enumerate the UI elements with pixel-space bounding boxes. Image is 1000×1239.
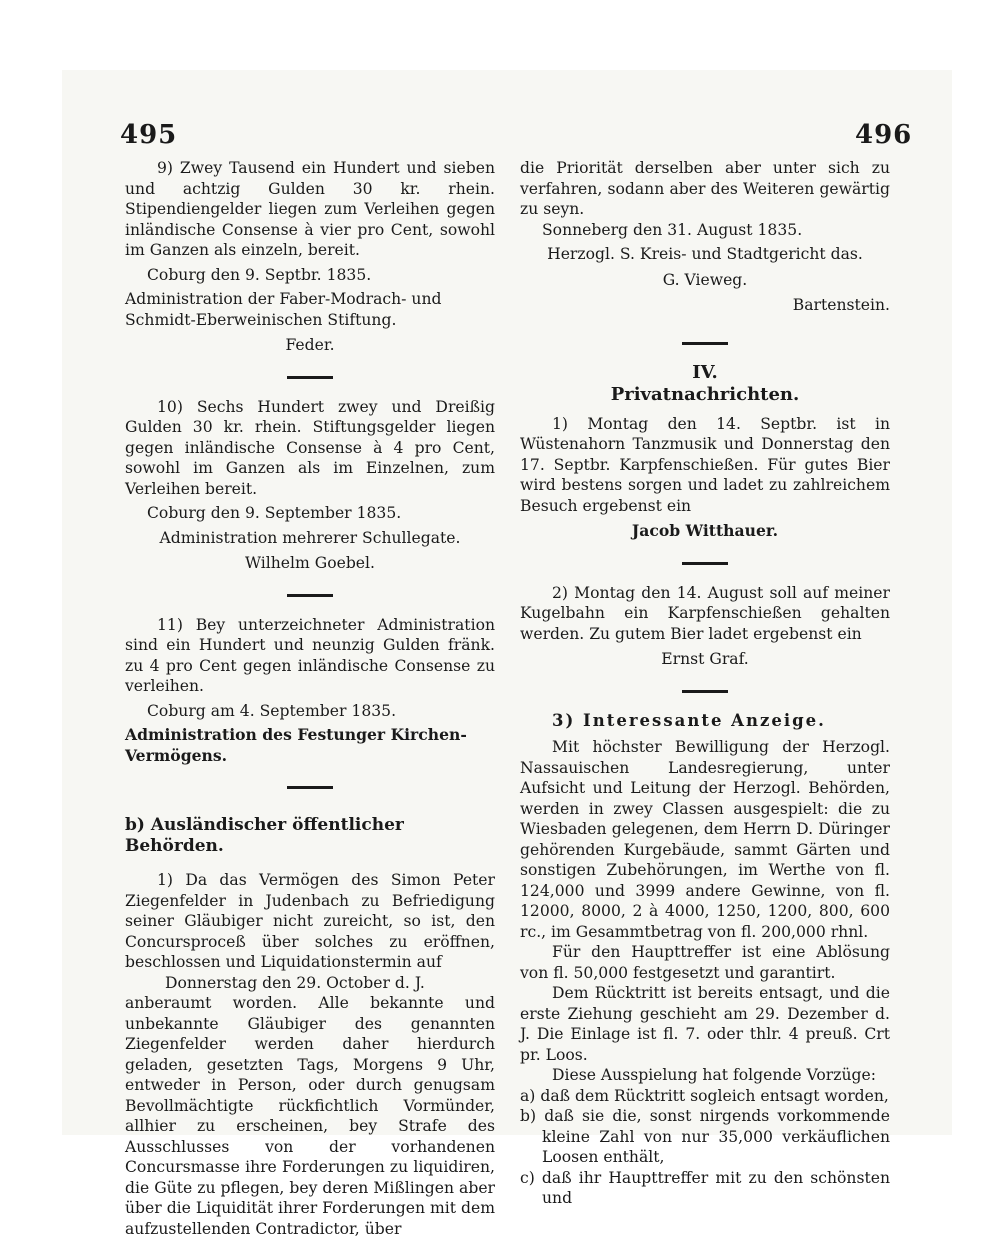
notice-text: 11) Bey unterzeichneter Administration sind ein Hundert und neunzig Gulden fränk. zu 4 pro Cent gegen inländische Consense zu verleihen. (125, 615, 495, 695)
separator (125, 594, 495, 597)
separator (125, 376, 495, 379)
notice-signer: Jacob Witthauer. (631, 521, 779, 540)
list-item: c) daß ihr Haupttreffer mit zu den schönsten und (520, 1168, 890, 1207)
notice-heading: 3) Interessante Anzeige. (552, 710, 826, 730)
private-notice-3 (520, 711, 890, 1209)
separator (520, 690, 890, 693)
advantages-list (520, 1086, 890, 1209)
notice-date: Coburg am 4. September 1835. (147, 701, 397, 720)
page-number-left: 495 (120, 120, 178, 150)
notice-date: Sonneberg den 31. August 1835. (542, 220, 803, 239)
section-title-iv: Privatnachrichten. (610, 384, 800, 405)
private-notice-2 (520, 583, 890, 670)
notice-b-1 (125, 870, 495, 1239)
notice-continuation (520, 158, 890, 316)
notice-signer: Wilhelm Goebel. (245, 554, 375, 572)
notice-administration: Administration des Festunger Kirchen-Vermögens. (125, 725, 467, 765)
notice-text: 1) Da das Vermögen des Simon Peter Ziegenfelder in Judenbach zu Befriedigung seiner Gläubiger nicht zureicht, so ist, den Concursproceß über solches zu eröffnen, beschlossen und Liquidationstermin auf (125, 871, 495, 971)
section-heading-b: b) Ausländischer öffentlicher Behörden. (125, 815, 404, 856)
notice-court: Herzogl. S. Kreis- und Stadtgericht das. (547, 245, 863, 263)
section-number-iv: IV. (692, 361, 718, 383)
notice-item-9 (125, 158, 495, 356)
page-number-right: 496 (855, 120, 913, 150)
notice-text: 2) Montag den 14. August soll auf meiner Kugelbahn ein Karpfenschießen gehalten werden. Zu gutem Bier ladet ergebenst ein (520, 583, 890, 643)
private-notice-1 (520, 414, 890, 542)
notice-signer: Ernst Graf. (661, 650, 749, 668)
notice-date-line: Donnerstag den 29. October d. J. (165, 973, 425, 992)
list-item: a) daß dem Rücktritt sogleich entsagt worden, (520, 1086, 889, 1105)
notice-administration: Administration der Faber-Modrach- und Schmidt-Eberweinischen Stiftung. (125, 290, 442, 329)
list-item: b) daß sie die, sonst nirgends vorkommende kleine Zahl von nur 35,000 verkäuflichen Loosen enthält, (520, 1107, 890, 1166)
notice-item-10 (125, 397, 495, 574)
notice-text: Für den Haupttreffer ist eine Ablösung von fl. 50,000 festgesetzt und garantirt. (520, 943, 890, 982)
notice-text: Diese Ausspielung hat folgende Vorzüge: (552, 1066, 876, 1084)
notice-text: die Priorität derselben aber unter sich zu verfahren, sodann aber des Weiteren gewärtig zu seyn. (520, 159, 890, 218)
notice-text: 9) Zwey Tausend ein Hundert und sieben und achtzig Gulden 30 kr. rhein. Stipendiengelder liegen zum Verleihen gegen inländische Consense à vier pro Cent, sowohl im Ganzen als einzeln, bereit. (125, 159, 495, 259)
notice-date: Coburg den 9. September 1835. (147, 504, 402, 522)
notice-text-continued: anberaumt worden. Alle bekannte und unbekannte Gläubiger des genannten Ziegenfelder werden daher hierdurch geladen, gesetzten Tags, Morgens 9 Uhr, entweder in Person, oder durch genugsam Bevollmächtigte rückfichtlich Vormünder, allhier zu erscheinen, bey Strafe des Ausschlusses von der vorhandenen Concursmasse ihre Forderungen zu liquidiren, die Güte zu pflegen, bey deren Mißlingen aber über die Liquidität ihrer Forderungen mit dem aufzustellenden Contradictor, über (125, 994, 495, 1238)
notice-text: 1) Montag den 14. Septbr. ist in Wüstenahorn Tanzmusik und Donnerstag den 17. Septbr. Karpfenschießen. Für gutes Bier wird bestens sorgen und ladet zu zahlreichem Besuch ergebenst ein (520, 414, 890, 515)
notice-text: Dem Rücktritt ist bereits entsagt, und die erste Ziehung geschieht am 29. Dezember d. J. Die Einlage ist fl. 7. oder thlr. 4 preuß. Crt pr. Loos. (520, 984, 890, 1064)
notice-date: Coburg den 9. Septbr. 1835. (147, 265, 372, 284)
separator (520, 562, 890, 565)
notice-signer: Feder. (285, 336, 335, 354)
notice-item-11 (125, 615, 495, 767)
notice-administration: Administration mehrerer Schullegate. (159, 528, 461, 547)
notice-signer: G. Vieweg. (662, 270, 748, 289)
notice-signer: Bartenstein. (792, 296, 890, 314)
notice-text: Mit höchster Bewilligung der Herzogl. Nassauischen Landesregierung, unter Aufsicht und Leitung der Herzogl. Behörden, werden in zwey Classen ausgespielt: die zu Wiesbaden gelegenen, dem Herrn D. Düringer gehörenden Kurgebäude, sammt Gärten und sonstigen Zubehörungen, im Werthe von fl. 124,000 und 3999 andere Gewinne, von fl. 12000, 8000, 2 à 4000, 1250, 1200, 800, 600 rc., im Gesammtbetrag von fl. 200,000 rhnl. (520, 738, 890, 941)
separator (520, 342, 890, 345)
separator (125, 786, 495, 789)
right-column (520, 158, 890, 1209)
notice-text: 10) Sechs Hundert zwey und Dreißig Gulden 30 kr. rhein. Stiftungsgelder liegen gegen inländische Consense à 4 pro Cent, sowohl im Ganzen als im Einzelnen, zum Verleihen bereit. (125, 397, 495, 498)
left-column (125, 158, 495, 1239)
